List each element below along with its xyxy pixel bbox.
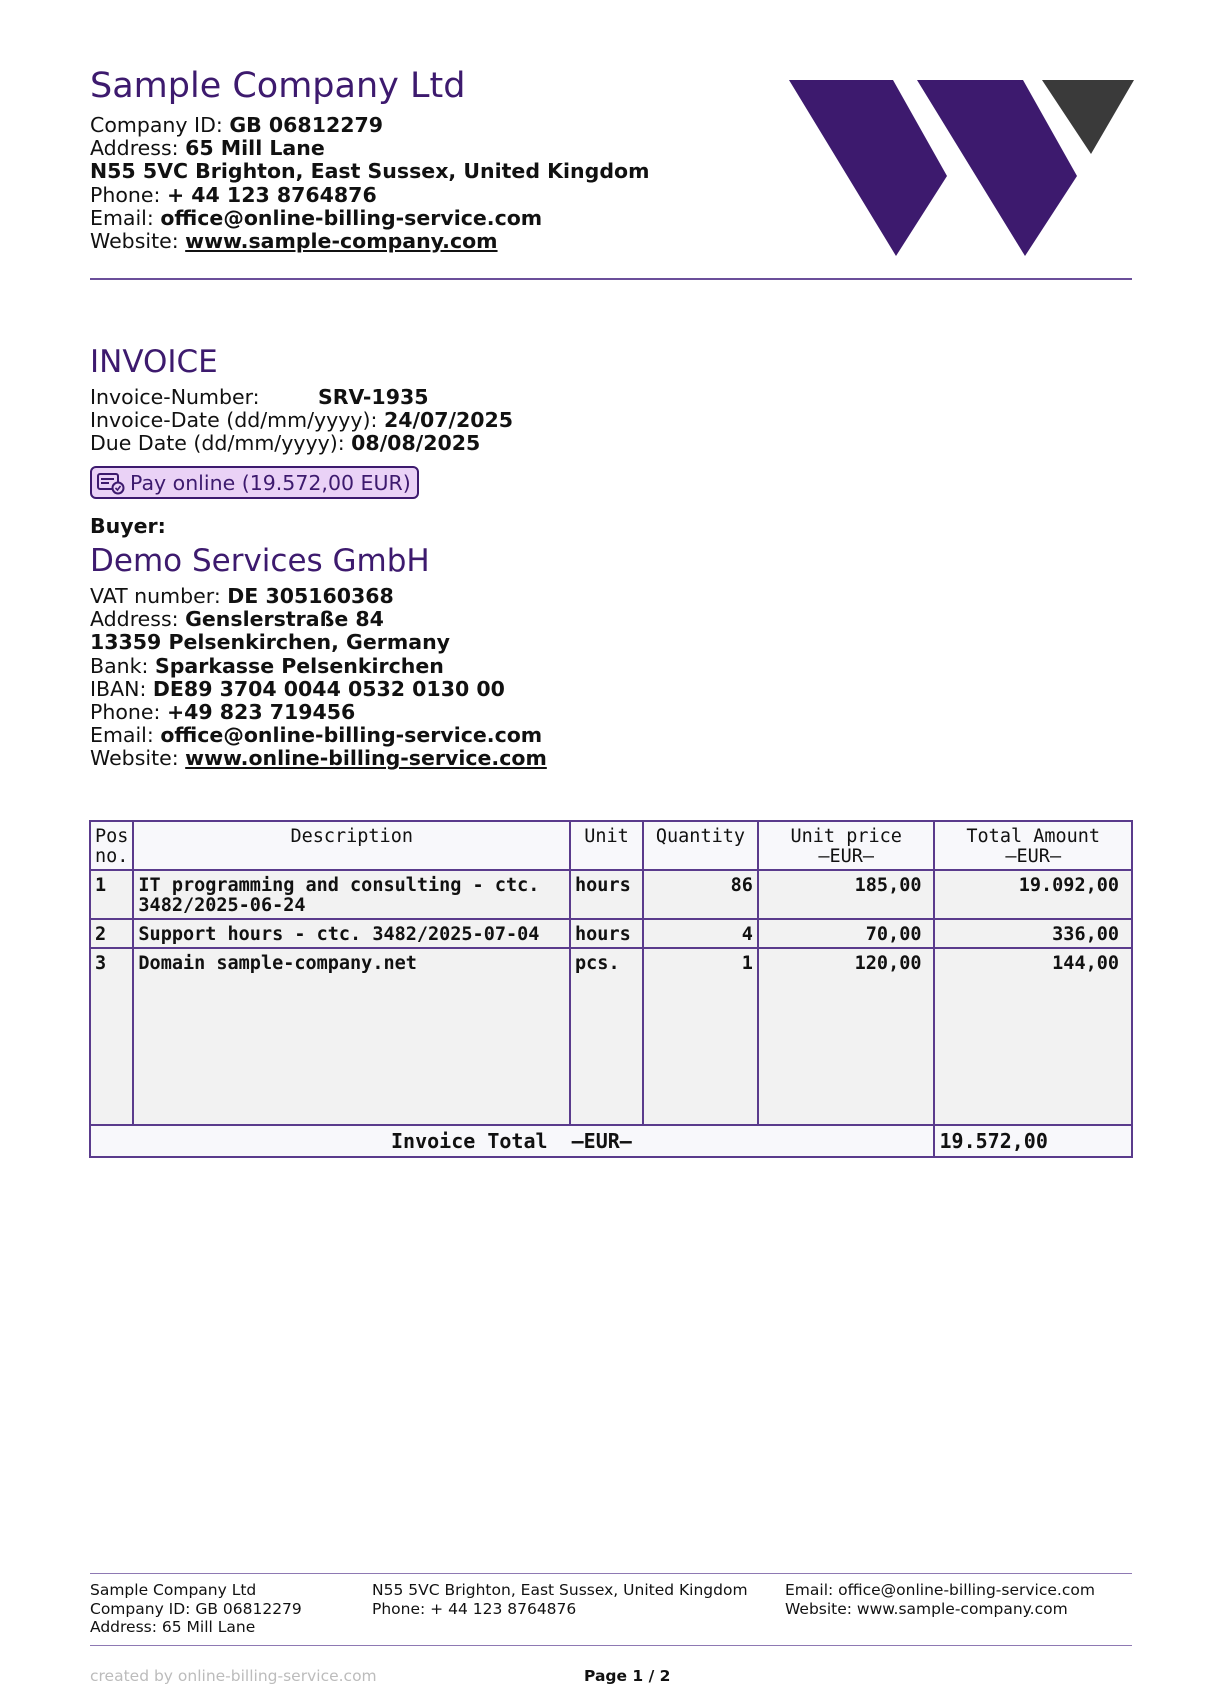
footer-location <box>372 1581 748 1618</box>
footer-company-id: Company ID: GB 06812279 <box>90 1599 302 1618</box>
footer-company-address: Address: 65 Mill Lane <box>90 1618 256 1636</box>
pay-online-label: Pay online (19.572,00 EUR) <box>130 470 411 495</box>
created-by-note[interactable]: created by online-billing-service.com <box>90 1667 377 1685</box>
cell-pos: 1 <box>90 870 133 919</box>
invoice-total-label: Invoice Total –EUR– <box>90 1125 934 1157</box>
cell-total: 19.092,00 <box>934 870 1132 919</box>
seller-name: Sample Company Ltd <box>90 66 466 106</box>
header-unit: Unit <box>570 821 643 870</box>
seller-address: Address: 65 Mill Lane <box>90 136 325 161</box>
cell-quantity: 4 <box>643 919 758 948</box>
cell-quantity: 1 <box>643 948 758 1125</box>
header-quantity: Quantity <box>643 821 758 870</box>
invoice-number: Invoice-Number: SRV-1935 <box>90 385 429 409</box>
buyer-email: Email: office@online-billing-service.com <box>90 723 543 748</box>
cell-unit-price: 120,00 <box>758 948 935 1125</box>
cell-description: Domain sample-company.net <box>133 948 570 1125</box>
buyer-vat: VAT number: DE 305160368 <box>90 584 394 608</box>
seller-website: Website: www.sample-company.com <box>90 229 498 254</box>
cell-unit-price: 70,00 <box>758 919 935 948</box>
buyer-iban: IBAN: DE89 3704 0044 0532 0130 00 <box>90 676 505 701</box>
footer-divider-bottom <box>90 1645 1132 1646</box>
header-pos: Pos no. <box>90 821 133 870</box>
cell-pos: 2 <box>90 919 133 948</box>
pay-online-button[interactable] <box>90 466 419 499</box>
seller-company-id: Company ID: GB 06812279 <box>90 113 384 137</box>
buyer-address-line2: 13359 Pelsenkirchen, Germany <box>90 630 451 655</box>
cell-pos: 3 <box>90 948 133 1125</box>
table-header-row <box>90 821 1132 870</box>
footer-phone: Phone: + 44 123 8764876 <box>372 1599 577 1618</box>
cell-unit: pcs. <box>570 948 643 1125</box>
cell-total: 144,00 <box>934 948 1132 1125</box>
invoice-date: Invoice-Date (dd/mm/yyyy): 24/07/2025 <box>90 408 514 432</box>
seller-address-line2: N55 5VC Brighton, East Sussex, United Kingdom <box>90 159 650 184</box>
footer-contact <box>785 1581 1095 1618</box>
buyer-website: Website: www.online-billing-service.com <box>90 746 547 771</box>
buyer-phone: Phone: +49 823 719456 <box>90 700 356 725</box>
seller-phone: Phone: + 44 123 8764876 <box>90 182 377 207</box>
invoice-payment-icon <box>96 471 126 495</box>
footer-company-name: Sample Company Ltd <box>90 1581 257 1599</box>
cell-unit: hours <box>570 870 643 919</box>
table-row <box>90 919 1132 948</box>
logo-stripe-left <box>789 80 947 256</box>
header-divider <box>90 278 1132 280</box>
cell-description: IT programming and consulting - ctc. 3482/2025-06-24 <box>133 870 570 919</box>
footer-city: N55 5VC Brighton, East Sussex, United Kingdom <box>372 1581 748 1599</box>
header-total-amount: Total Amount –EUR– <box>934 821 1132 870</box>
invoice-due-date: Due Date (dd/mm/yyyy): 08/08/2025 <box>90 431 481 455</box>
buyer-details <box>90 585 547 771</box>
cell-unit-price: 185,00 <box>758 870 935 919</box>
seller-details <box>90 114 649 253</box>
invoice-items-table <box>89 820 1133 1158</box>
buyer-website-link[interactable]: www.online-billing-service.com <box>185 746 547 771</box>
header-description: Description <box>133 821 570 870</box>
page-number: Page 1 / 2 <box>584 1667 671 1685</box>
header-unit-price: Unit price –EUR– <box>758 821 935 870</box>
seller-website-link[interactable]: www.sample-company.com <box>185 229 498 254</box>
invoice-total-value: 19.572,00 <box>934 1125 1132 1157</box>
company-logo <box>789 76 1134 256</box>
buyer-bank: Bank: Sparkasse Pelsenkirchen <box>90 653 444 678</box>
seller-email: Email: office@online-billing-service.com <box>90 205 543 230</box>
invoice-total-row <box>90 1125 1132 1157</box>
buyer-label: Buyer: <box>90 514 166 538</box>
footer-website: Website: www.sample-company.com <box>785 1599 1068 1618</box>
cell-total: 336,00 <box>934 919 1132 948</box>
cell-quantity: 86 <box>643 870 758 919</box>
buyer-address: Address: Genslerstraße 84 <box>90 607 384 632</box>
footer-divider-top <box>90 1573 1132 1574</box>
cell-unit: hours <box>570 919 643 948</box>
footer-company <box>90 1581 302 1637</box>
table-row <box>90 870 1132 919</box>
buyer-name: Demo Services GmbH <box>90 543 430 579</box>
cell-description: Support hours - ctc. 3482/2025-07-04 <box>133 919 570 948</box>
footer-email: Email: office@online-billing-service.com <box>785 1581 1095 1599</box>
invoice-title: INVOICE <box>90 344 218 380</box>
table-row <box>90 948 1132 1125</box>
